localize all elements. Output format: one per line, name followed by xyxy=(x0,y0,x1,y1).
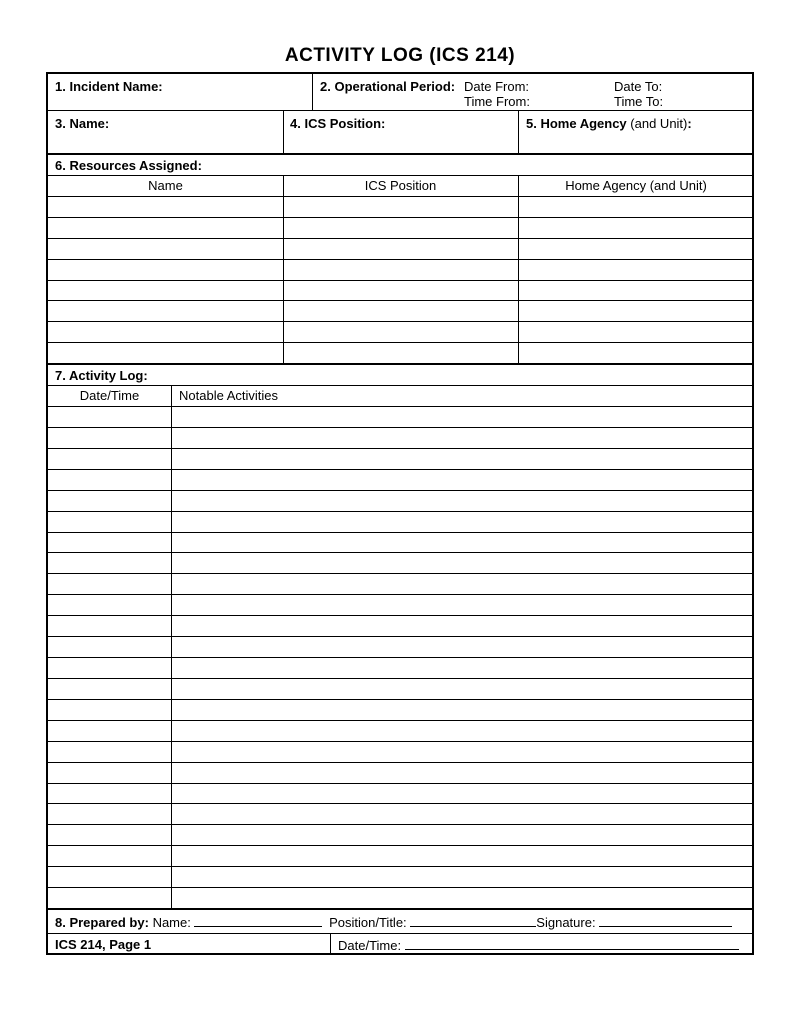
resources-row[interactable] xyxy=(48,321,752,322)
divider xyxy=(48,933,752,934)
activity-log-row[interactable] xyxy=(48,803,752,804)
prepared-position-field[interactable] xyxy=(410,914,536,927)
activity-log-row[interactable] xyxy=(48,532,752,533)
activity-col-datetime: Date/Time xyxy=(79,388,140,403)
incident-name-label: 1. Incident Name: xyxy=(55,79,163,94)
activity-log-row[interactable] xyxy=(48,490,752,491)
form-title: ACTIVITY LOG (ICS 214) xyxy=(284,45,516,66)
activity-log-row[interactable] xyxy=(48,406,752,407)
activity-log-row[interactable] xyxy=(48,511,752,512)
time-to-label: Time To: xyxy=(614,94,664,109)
resources-row[interactable] xyxy=(48,259,752,260)
prepared-signature-label: Signature: xyxy=(536,915,596,930)
resources-row[interactable] xyxy=(48,196,752,197)
prepared-signature-field[interactable] xyxy=(599,914,732,927)
divider xyxy=(48,110,752,111)
divider xyxy=(48,175,752,176)
resources-col-name: Name xyxy=(148,178,183,193)
footer-datetime-field[interactable] xyxy=(405,937,739,950)
home-agency-label-colon: : xyxy=(687,116,692,131)
divider xyxy=(283,110,284,153)
activity-log-row[interactable] xyxy=(48,469,752,470)
activity-log-row[interactable] xyxy=(48,783,752,784)
activity-log-row[interactable] xyxy=(48,741,752,742)
form-id: ICS 214, Page 1 xyxy=(55,937,152,952)
activity-log-row[interactable] xyxy=(48,845,752,846)
ics-position-label: 4. ICS Position: xyxy=(290,116,386,131)
divider xyxy=(518,110,519,153)
divider xyxy=(48,385,752,386)
time-from-label: Time From: xyxy=(464,94,530,109)
activity-log-row[interactable] xyxy=(48,594,752,595)
activity-log-row[interactable] xyxy=(48,636,752,637)
activity-log-row[interactable] xyxy=(48,448,752,449)
date-to-label: Date To: xyxy=(614,79,663,94)
divider xyxy=(171,385,172,908)
prepared-position-label: Position/Title: xyxy=(329,915,407,930)
section-divider xyxy=(48,363,752,365)
activity-log-row[interactable] xyxy=(48,427,752,428)
prepared-by-row xyxy=(55,914,732,930)
home-agency-label-bold: 5. Home Agency xyxy=(526,116,627,131)
resources-assigned-label: 6. Resources Assigned: xyxy=(55,158,202,173)
home-agency-label-unit: (and Unit) xyxy=(630,116,688,131)
name-label: 3. Name: xyxy=(55,116,110,131)
section-divider xyxy=(48,153,752,155)
activity-log-row[interactable] xyxy=(48,866,752,867)
resources-col-home-agency: Home Agency (and Unit) xyxy=(565,178,707,193)
activity-log-row[interactable] xyxy=(48,699,752,700)
activity-log-row[interactable] xyxy=(48,762,752,763)
resources-row[interactable] xyxy=(48,300,752,301)
activity-log-row[interactable] xyxy=(48,720,752,721)
prepared-by-label: 8. Prepared by: xyxy=(55,915,149,930)
activity-log-row[interactable] xyxy=(48,615,752,616)
prepared-name-label: Name: xyxy=(152,915,191,930)
activity-log-row[interactable] xyxy=(48,657,752,658)
operational-period-label: 2. Operational Period: xyxy=(320,79,456,94)
activity-log-row[interactable] xyxy=(48,824,752,825)
activity-log-label: 7. Activity Log: xyxy=(55,368,148,383)
resources-col-ics-position: ICS Position xyxy=(364,178,437,193)
divider xyxy=(518,175,519,363)
date-from-label: Date From: xyxy=(464,79,530,94)
section-divider xyxy=(48,908,752,910)
activity-log-row[interactable] xyxy=(48,887,752,888)
activity-log-row[interactable] xyxy=(48,678,752,679)
activity-col-notable: Notable Activities xyxy=(179,388,278,403)
resources-row[interactable] xyxy=(48,217,752,218)
ics-214-form xyxy=(46,72,754,955)
divider xyxy=(330,933,331,955)
divider xyxy=(312,74,313,110)
home-agency-label xyxy=(526,116,692,131)
activity-log-row[interactable] xyxy=(48,552,752,553)
prepared-name-field[interactable] xyxy=(194,914,322,927)
resources-row[interactable] xyxy=(48,342,752,343)
footer-datetime-row xyxy=(338,937,739,953)
resources-row[interactable] xyxy=(48,280,752,281)
footer-datetime-label: Date/Time: xyxy=(338,938,402,953)
resources-row[interactable] xyxy=(48,238,752,239)
divider xyxy=(283,175,284,363)
activity-log-row[interactable] xyxy=(48,573,752,574)
